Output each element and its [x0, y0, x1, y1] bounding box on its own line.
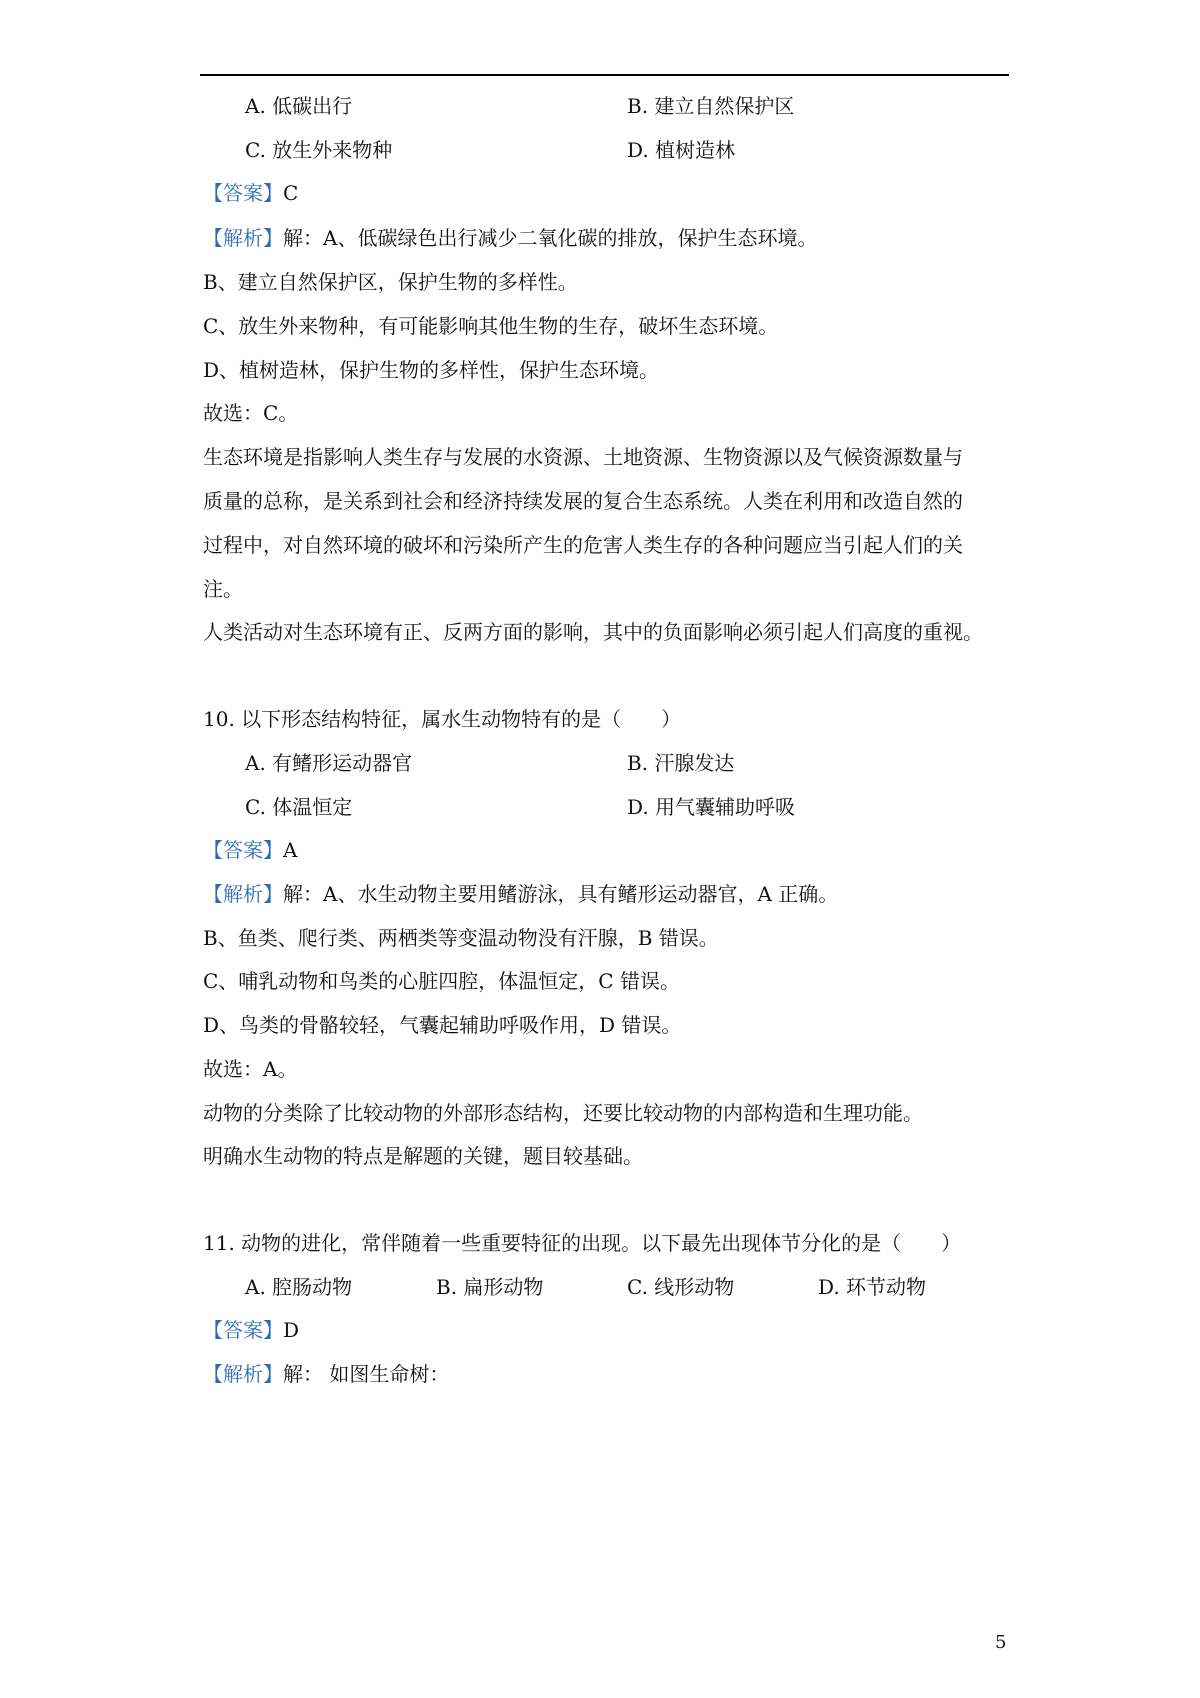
q9-explanation-line-4: 注。: [203, 577, 243, 601]
answer-tag: 【答案】: [203, 838, 283, 862]
q9-option-d: D. 植树造林: [627, 138, 736, 162]
q9-analysis-line-4: D、植树造林，保护生物的多样性，保护生态环境。: [203, 358, 660, 382]
q10-answer: [203, 835, 297, 865]
analysis-tag: 【解析】: [203, 882, 283, 906]
analysis-tag: 【解析】: [203, 1362, 283, 1386]
q11-stem: 11. 动物的进化，常伴随着一些重要特征的出现。以下最先出现体节分化的是（ ）: [203, 1231, 962, 1255]
q10-analysis-line-1: [203, 879, 838, 909]
q10-analysis-line-5: 故选：A。: [203, 1057, 298, 1081]
answer-tag: 【答案】: [203, 1318, 283, 1342]
analysis-text: 解：A、水生动物主要用鳍游泳，具有鳍形运动器官，A 正确。: [283, 882, 839, 906]
q11-option-c: C. 线形动物: [627, 1275, 735, 1299]
analysis-text: 解：A、低碳绿色出行减少二氧化碳的排放，保护生态环境。: [283, 226, 818, 250]
q11-option-a: A. 腔肠动物: [245, 1275, 353, 1299]
q10-option-d: D. 用气囊辅助呼吸: [627, 795, 796, 819]
q9-option-b: B. 建立自然保护区: [627, 94, 795, 118]
q10-option-a: A. 有鳍形运动器官: [245, 751, 413, 775]
analysis-text: 解： 如图生命树：: [283, 1362, 450, 1386]
answer-value: C: [283, 181, 299, 205]
q9-explanation-line-5: 人类活动对生态环境有正、反两方面的影响，其中的负面影响必须引起人们高度的重视。: [203, 620, 983, 644]
q11-option-d: D. 环节动物: [818, 1275, 927, 1299]
analysis-tag: 【解析】: [203, 226, 283, 250]
answer-value: A: [283, 838, 298, 862]
q11-option-b: B. 扁形动物: [436, 1275, 544, 1299]
answer-value: D: [283, 1318, 300, 1342]
q9-analysis-line-2: B、建立自然保护区，保护生物的多样性。: [203, 270, 578, 294]
answer-tag: 【答案】: [203, 181, 283, 205]
q10-explanation-line-2: 明确水生动物的特点是解题的关键，题目较基础。: [203, 1144, 643, 1168]
q9-option-a: A. 低碳出行: [245, 94, 353, 118]
q10-analysis-line-2: B、鱼类、爬行类、两栖类等变温动物没有汗腺，B 错误。: [203, 926, 719, 950]
q9-option-c: C. 放生外来物种: [245, 138, 393, 162]
page-number: 5: [995, 1632, 1007, 1653]
q9-analysis-line-5: 故选：C。: [203, 401, 299, 425]
q10-stem: 10. 以下形态结构特征，属水生动物特有的是（ ）: [203, 707, 682, 731]
q11-analysis-line-1: [203, 1359, 449, 1389]
q9-explanation-line-1: 生态环境是指影响人类生存与发展的水资源、土地资源、生物资源以及气候资源数量与: [203, 445, 963, 469]
header-rule: [200, 74, 1009, 76]
q11-answer: [203, 1315, 299, 1345]
q10-analysis-line-3: C、哺乳动物和鸟类的心脏四腔，体温恒定，C 错误。: [203, 969, 680, 993]
q10-analysis-line-4: D、鸟类的骨骼较轻，气囊起辅助呼吸作用，D 错误。: [203, 1013, 682, 1037]
q9-explanation-line-2: 质量的总称，是关系到社会和经济持续发展的复合生态系统。人类在利用和改造自然的: [203, 489, 963, 513]
q9-answer: [203, 178, 298, 208]
q9-analysis-line-3: C、放生外来物种，有可能影响其他生物的生存，破坏生态环境。: [203, 314, 779, 338]
q9-analysis-line-1: [203, 223, 817, 253]
q10-explanation-line-1: 动物的分类除了比较动物的外部形态结构，还要比较动物的内部构造和生理功能。: [203, 1101, 923, 1125]
q10-option-c: C. 体温恒定: [245, 795, 353, 819]
q10-option-b: B. 汗腺发达: [627, 751, 735, 775]
q9-explanation-line-3: 过程中，对自然环境的破坏和污染所产生的危害人类生存的各种问题应当引起人们的关: [203, 533, 963, 557]
